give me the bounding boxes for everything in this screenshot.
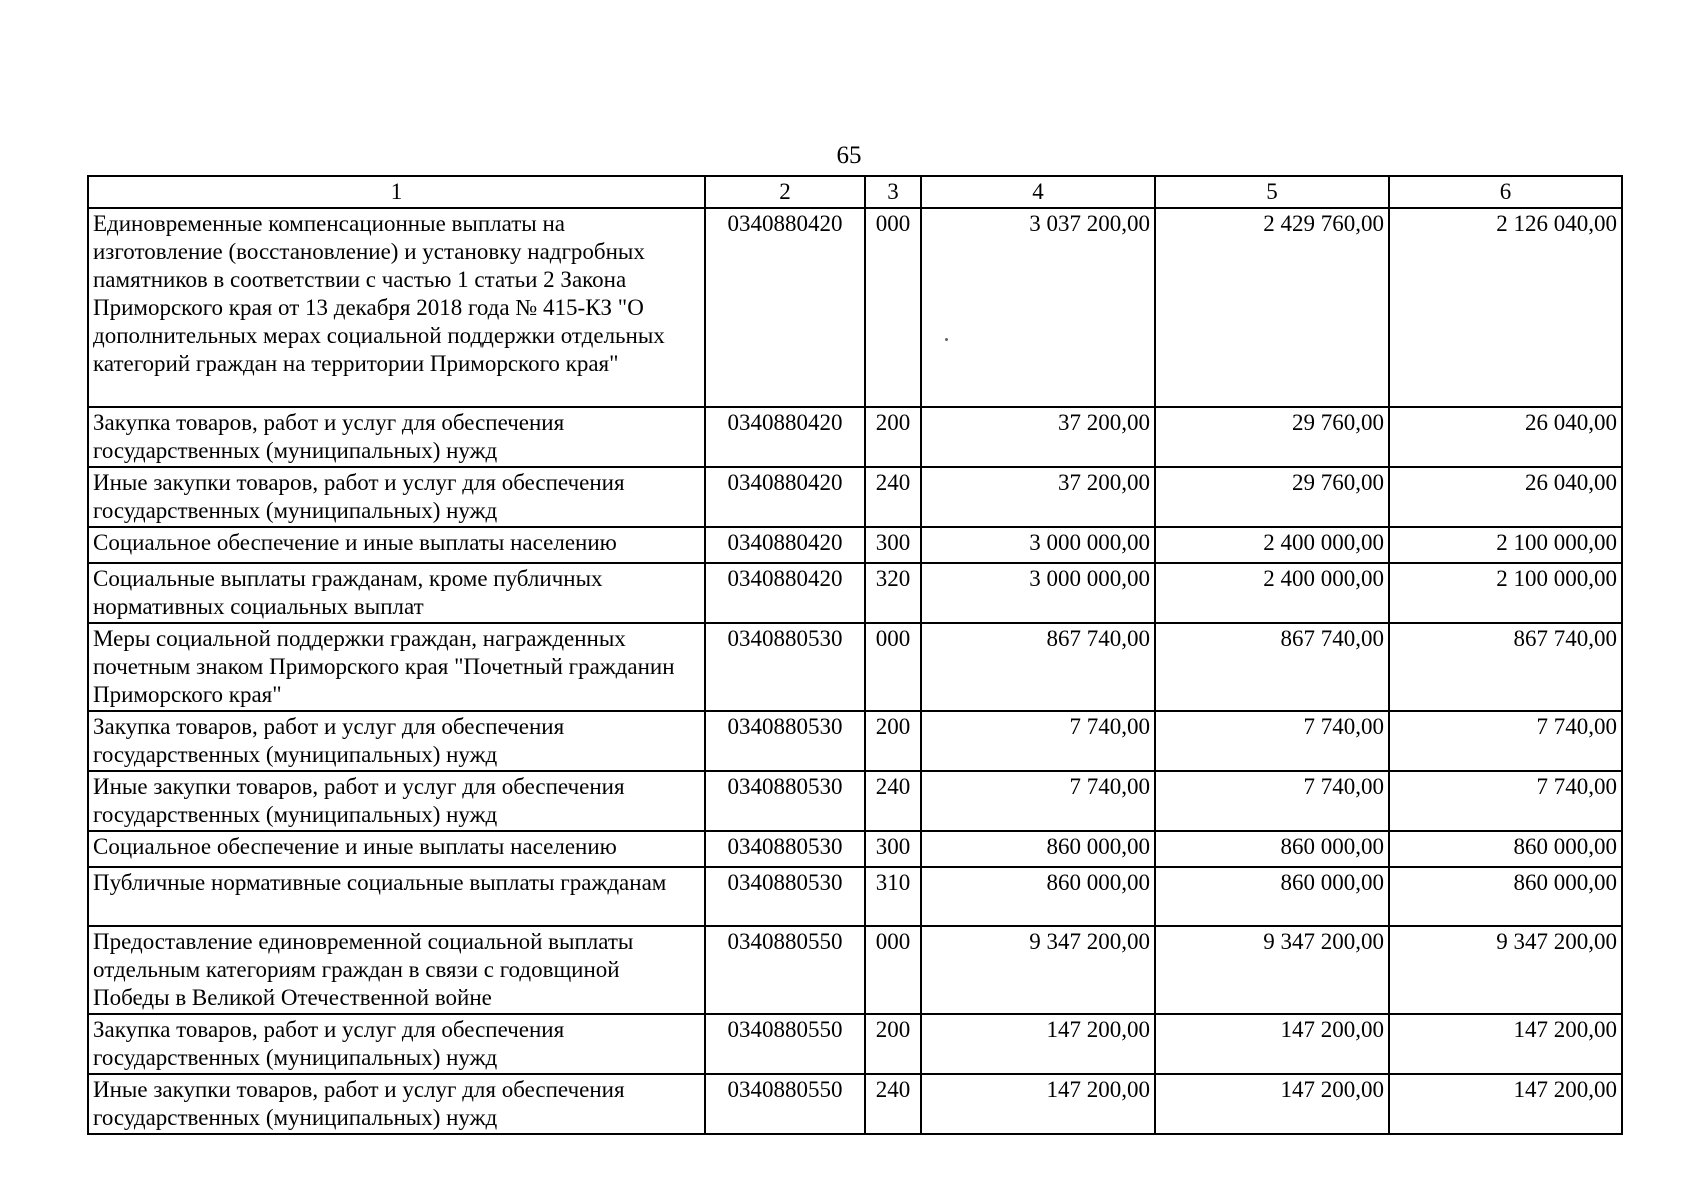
row-value-6: 26 040,00 [1389,467,1622,527]
row-name: Социальные выплаты гражданам, кроме публичных нормативных социальных выплат [88,563,705,623]
row-value-4: 147 200,00 [921,1014,1155,1074]
row-value-6: 147 200,00 [1389,1074,1622,1134]
table-row [88,711,1622,771]
row-value-4: 860 000,00 [921,831,1155,867]
row-type: 000 [865,926,921,1014]
row-code: 0340880420 [705,208,865,407]
row-value-6: 860 000,00 [1389,831,1622,867]
table-row [88,208,1622,407]
row-name: Закупка товаров, работ и услуг для обеспечения государственных (муниципальных) нужд [88,711,705,771]
row-value-5: 2 400 000,00 [1155,527,1389,563]
row-name: Закупка товаров, работ и услуг для обеспечения государственных (муниципальных) нужд [88,407,705,467]
table-row [88,563,1622,623]
row-code: 0340880550 [705,926,865,1014]
row-type: 240 [865,1074,921,1134]
row-value-4: 3 037 200,00 [921,208,1155,407]
row-name: Иные закупки товаров, работ и услуг для обеспечения государственных (муниципальных) нужд [88,771,705,831]
header-cell-4: 4 [921,176,1155,208]
row-value-4: 147 200,00 [921,1074,1155,1134]
table-row [88,831,1622,867]
row-type: 240 [865,771,921,831]
row-type: 000 [865,208,921,407]
row-value-6: 7 740,00 [1389,711,1622,771]
row-code: 0340880530 [705,771,865,831]
row-code: 0340880530 [705,623,865,711]
row-value-5: 2 429 760,00 [1155,208,1389,407]
row-value-6: 7 740,00 [1389,771,1622,831]
row-code: 0340880420 [705,467,865,527]
header-cell-3: 3 [865,176,921,208]
row-code: 0340880420 [705,407,865,467]
table-row [88,867,1622,926]
table-row [88,623,1622,711]
row-value-5: 860 000,00 [1155,831,1389,867]
row-value-6: 860 000,00 [1389,867,1622,926]
row-name: Социальное обеспечение и иные выплаты населению [88,831,705,867]
table-row [88,1074,1622,1134]
header-cell-5: 5 [1155,176,1389,208]
row-name: Предоставление единовременной социальной выплаты отдельным категориям граждан в связи с годовщиной Победы в Великой Отечественной войне [88,926,705,1014]
row-value-4: 3 000 000,00 [921,527,1155,563]
budget-table [87,175,1623,1135]
row-value-6: 26 040,00 [1389,407,1622,467]
scan-speck [945,338,948,341]
row-name: Социальное обеспечение и иные выплаты населению [88,527,705,563]
row-code: 0340880550 [705,1014,865,1074]
table-row [88,771,1622,831]
row-name: Единовременные компенсационные выплаты на изготовление (восстановление) и установку надгробных памятников в соответствии с частью 1 статьи 2 Закона Приморского края от 13 декабря 2018 года № 415-КЗ "О дополнительных мерах социальной поддержки отдельных категорий граждан на территории Приморского края" [88,208,705,407]
row-value-5: 147 200,00 [1155,1074,1389,1134]
page-number: 65 [836,142,862,169]
row-value-6: 2 126 040,00 [1389,208,1622,407]
row-value-6: 9 347 200,00 [1389,926,1622,1014]
row-type: 320 [865,563,921,623]
row-value-5: 9 347 200,00 [1155,926,1389,1014]
row-value-4: 7 740,00 [921,771,1155,831]
row-value-4: 9 347 200,00 [921,926,1155,1014]
row-value-4: 37 200,00 [921,407,1155,467]
row-type: 310 [865,867,921,926]
row-name: Публичные нормативные социальные выплаты гражданам [88,867,705,926]
row-value-5: 29 760,00 [1155,407,1389,467]
header-cell-1: 1 [88,176,705,208]
row-value-4: 7 740,00 [921,711,1155,771]
row-value-4: 3 000 000,00 [921,563,1155,623]
row-value-5: 7 740,00 [1155,711,1389,771]
row-type: 200 [865,711,921,771]
row-value-4: 37 200,00 [921,467,1155,527]
row-type: 200 [865,1014,921,1074]
row-value-5: 867 740,00 [1155,623,1389,711]
row-code: 0340880530 [705,867,865,926]
row-type: 240 [865,467,921,527]
row-type: 000 [865,623,921,711]
row-value-6: 867 740,00 [1389,623,1622,711]
row-value-5: 7 740,00 [1155,771,1389,831]
header-cell-2: 2 [705,176,865,208]
row-name: Меры социальной поддержки граждан, награжденных почетным знаком Приморского края "Почетный гражданин Приморского края" [88,623,705,711]
row-name: Иные закупки товаров, работ и услуг для обеспечения государственных (муниципальных) нужд [88,467,705,527]
row-code: 0340880550 [705,1074,865,1134]
table-header-row [88,176,1622,208]
row-value-6: 2 100 000,00 [1389,563,1622,623]
row-value-6: 2 100 000,00 [1389,527,1622,563]
row-value-4: 860 000,00 [921,867,1155,926]
row-name: Иные закупки товаров, работ и услуг для обеспечения государственных (муниципальных) нужд [88,1074,705,1134]
row-code: 0340880420 [705,527,865,563]
row-name: Закупка товаров, работ и услуг для обеспечения государственных (муниципальных) нужд [88,1014,705,1074]
row-value-5: 29 760,00 [1155,467,1389,527]
table-row [88,527,1622,563]
row-value-5: 147 200,00 [1155,1014,1389,1074]
row-type: 300 [865,527,921,563]
row-type: 300 [865,831,921,867]
row-value-4: 867 740,00 [921,623,1155,711]
table-row [88,407,1622,467]
row-type: 200 [865,407,921,467]
table-row [88,926,1622,1014]
row-code: 0340880530 [705,831,865,867]
row-value-6: 147 200,00 [1389,1014,1622,1074]
table-row [88,1014,1622,1074]
header-cell-6: 6 [1389,176,1622,208]
row-code: 0340880420 [705,563,865,623]
row-value-5: 2 400 000,00 [1155,563,1389,623]
row-value-5: 860 000,00 [1155,867,1389,926]
row-code: 0340880530 [705,711,865,771]
table-row [88,467,1622,527]
